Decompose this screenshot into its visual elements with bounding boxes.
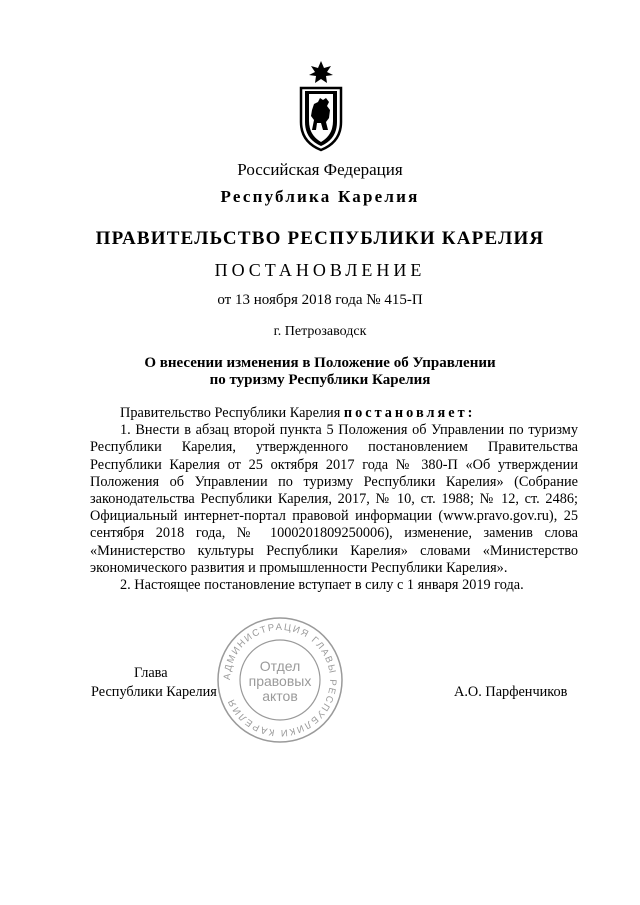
- stamp-line-3: актов: [262, 688, 298, 704]
- republic-name: Республика Карелия: [220, 187, 420, 206]
- stamp-line-2: правовых: [248, 673, 312, 689]
- stamp-ring-text: АДМИНИСТРАЦИЯ ГЛАВЫ РЕСПУБЛИКИ КАРЕЛИЯ: [221, 621, 339, 739]
- document-body: [90, 405, 578, 594]
- government-name: ПРАВИТЕЛЬСТВО РЕСПУБЛИКИ КАРЕЛИЯ: [95, 228, 545, 249]
- date-number: от 13 ноября 2018 года № 415-П: [217, 292, 423, 308]
- coat-of-arms-icon: [296, 60, 346, 152]
- decree-word: постановляет:: [343, 405, 476, 421]
- legal-department-stamp: [215, 615, 345, 745]
- document-subject: [0, 355, 640, 389]
- document-type: ПОСТАНОВЛЕНИЕ: [214, 260, 426, 280]
- subject-line-1: О внесении изменения в Положение об Управлении: [144, 355, 496, 371]
- paragraph-1: 1. Внести в абзац второй пункта 5 Положения об Управлении по туризму Республики Карелия, утвержденного постановлением Правительства Республики Карелия от 25 октября 2017 года № 380-П «Об утверждении Положения об Управлении по туризму Республики Карелия» (Собрание законодательства Республики Карелия, 2017, № 10, ст. 1988; № 12, ст. 2486; Официальный интернет-портал правовой информации (www.pravo.gov.ru), 25 сентября 2018 года, № 1000201809250006), изменение, заменив слова «Министерство культуры Республики Карелия» словами «Министерство экономического развития и промышленности Республики Карелия».: [90, 422, 578, 576]
- stamp-line-1: Отдел: [259, 658, 301, 674]
- country-name: Российская Федерация: [237, 160, 403, 179]
- intro-paragraph: [90, 405, 578, 422]
- signatory-title-line-1: Глава: [134, 665, 168, 681]
- subject-line-2: по туризму Республики Карелия: [209, 372, 431, 388]
- city: г. Петрозаводск: [273, 324, 367, 339]
- paragraph-2: 2. Настоящее постановление вступает в силу с 1 января 2019 года.: [120, 577, 524, 594]
- signatory-name: А.О. Парфенчиков: [454, 684, 568, 700]
- intro-text: Правительство Республики Карелия: [120, 405, 344, 421]
- signatory-title-line-2: Республики Карелия: [91, 684, 217, 700]
